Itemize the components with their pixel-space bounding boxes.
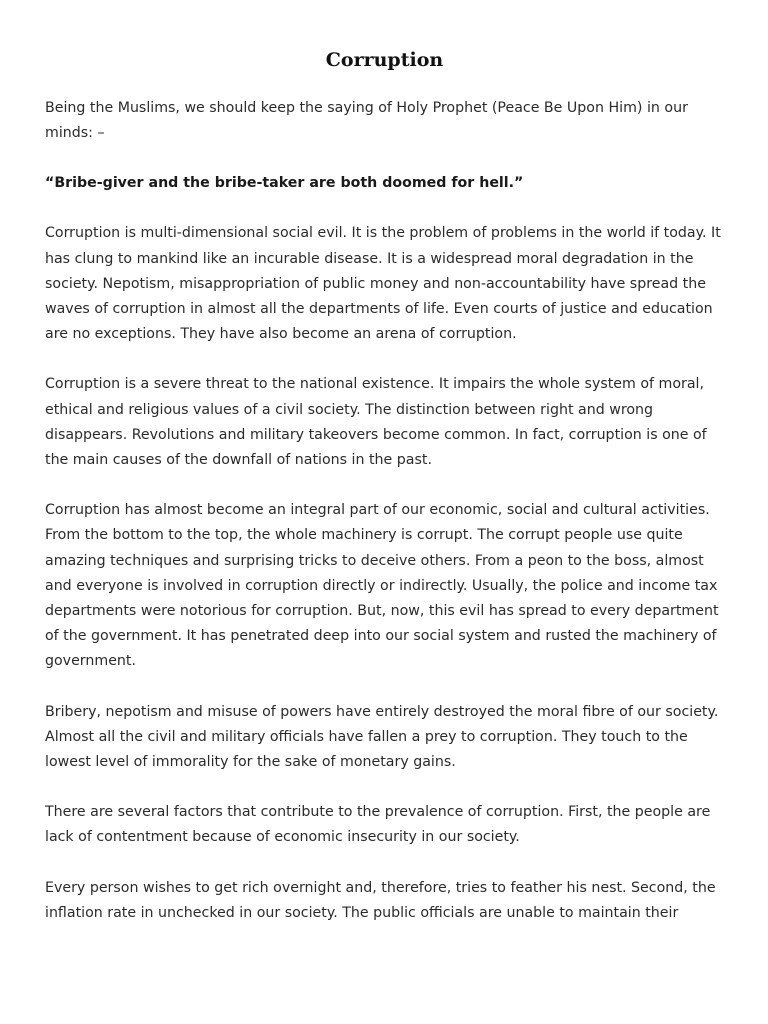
hadith-quote: “Bribe-giver and the bribe-taker are both doomed for hell.” — [45, 175, 524, 192]
intro-paragraph: Being the Muslims, we should keep the saying of Holy Prophet (Peace Be Upon Him) in our minds: – — [45, 100, 688, 142]
body-paragraph-2: Corruption is a severe threat to the national existence. It impairs the whole system of moral, ethical and religious values of a civil society. The distinction between right and wrong disappears. Revolutions and military takeovers become common. In fact, corruption is one of the main causes of the downfall of nations in the past. — [45, 376, 707, 469]
body-paragraph-6: Every person wishes to get rich overnight and, therefore, tries to feather his nest. Second, the inflation rate in unchecked in our society. The public officials are unable to maintain their — [45, 879, 716, 921]
body-paragraph-4: Bribery, nepotism and misuse of powers have entirely destroyed the moral fibre of our society. Almost all the civil and military officials have fallen a prey to corruption. They touch to the lowest level of immorality for the sake of monetary gains. — [45, 703, 719, 771]
body-paragraph-3: Corruption has almost become an integral part of our economic, social and cultural activities. From the bottom to the top, the whole machinery is corrupt. The corrupt people use quite amazing techniques and surprising tricks to deceive others. From a peon to the boss, almost and everyone is involved in corruption directly or indirectly. Usually, the police and income tax departments were notorious for corruption. But, now, this evil has spread to every department of the government. It has penetrated deep into our social system and rusted the machinery of government. — [45, 502, 719, 670]
body-paragraph-1: Corruption is multi-dimensional social evil. It is the problem of problems in the world if today. It has clung to mankind like an incurable disease. It is a widespread moral degradation in the society. Nepotism, misappropriation of public money and non-accountability have spread the waves of corruption in almost all the departments of life. Even courts of justice and education are no exceptions. They have also become an arena of corruption. — [45, 225, 721, 343]
document-title: Corruption — [325, 49, 444, 71]
body-paragraph-5: There are several factors that contribute to the prevalence of corruption. First, the people are lack of contentment because of economic insecurity in our society. — [45, 804, 711, 846]
